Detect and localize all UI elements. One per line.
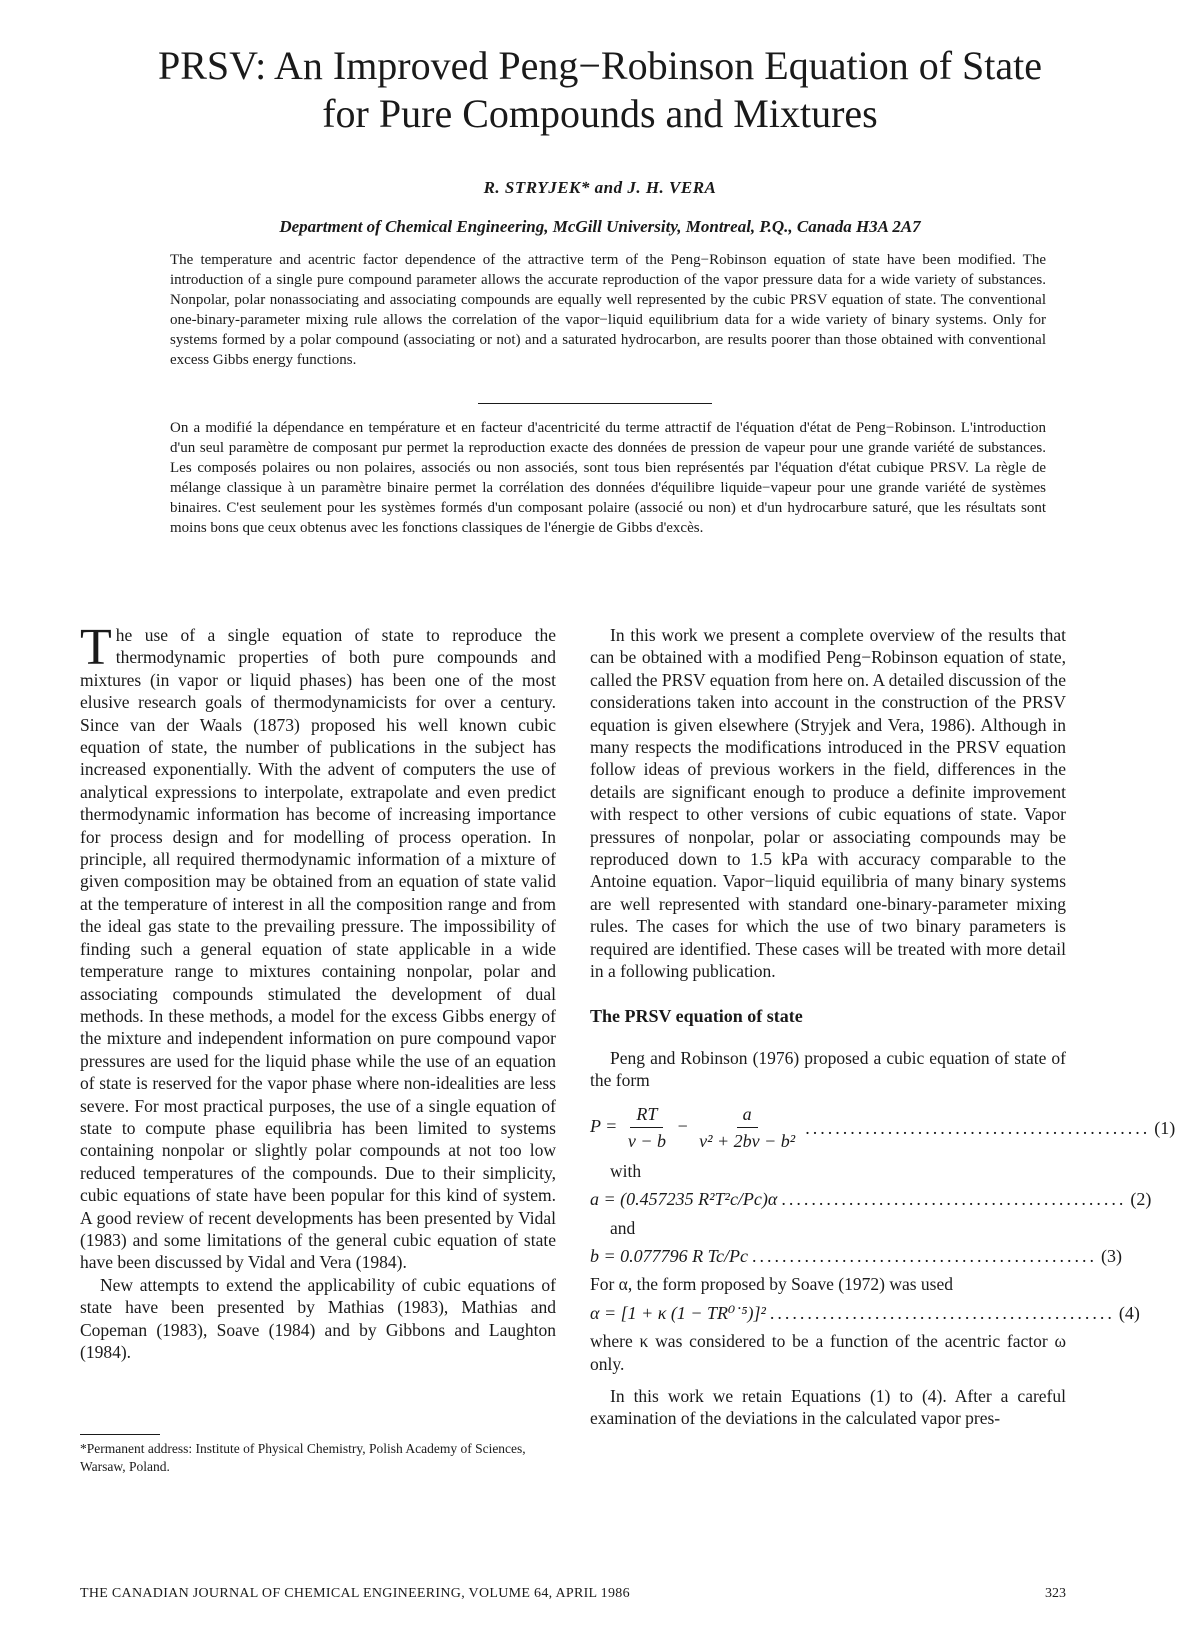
pr-intro-paragraph: Peng and Robinson (1976) proposed a cubic equation of state of the form [590,1047,1066,1091]
overview-paragraph: In this work we present a complete overview of the results that can be obtained with a modified Peng−Robinson equation of state, called the PRSV equation from here on. A detailed discussion of the considerations taken into account in the construction of the PRSV equation is given elsewhere (Stryjek and Vera, 1986). Although in many respects the modifications introduced in the PRSV equation follow ideas of previous workers in the field, differences in the details are significant enough to produce a definite improvement with respect to other versions of cubic equations of state. Vapor pressures of nonpolar, polar or associating compounds may be reproduced down to 1.5 kPa with accuracy comparable to the Antoine equation. Vapor−liquid equilibria of many binary systems are well represented with standard one-binary-parameter mixing rules. The cases for which the use of two binary parameters is required are identified. These cases will be treated with more detail in a following publication. [590,625,1066,982]
abstract-french: On a modifié la dépendance en température et en facteur d'acentricité du terme attractif de l'équation d'état de Peng−Robinson. L'introduction d'un seul paramètre de composant pur permet la reproduction exacte des données de pression de vapeur pour une grande variété de substances. Les composés polaires ou non polaires, associés ou non associés, sont tous bien représentés par l'équation d'état cubique PRSV. La règle de mélange classique à un paramètre binaire permet la corrélation des données d'équilibre liquide−vapeur pour une grande variété de systèmes binaires. C'est seulement pour les systèmes formés d'un composant polaire (associé ou non) et d'un hydrocarbure saturé, que les résultats sont moins bons que ceux obtenus avec les fonctions classiques de l'énergie de Gibbs d'excès. [170,420,1046,536]
equation-1-number: (1) [1154,1117,1176,1138]
equation-3-leader-dots: .............................................. [751,1245,1097,1266]
affiliation: Department of Chemical Engineering, McGill University, Montreal, P.Q., Canada H3A 2A7 [279,217,921,236]
left-column [80,619,556,1363]
equation-1-fraction-2 [699,1103,795,1153]
section-heading: The PRSV equation of state [590,1005,803,1026]
equation-3-body: b = 0.077796 R Tc/Pc [590,1245,748,1266]
equation-1-fraction-1 [628,1103,666,1153]
intro-paragraph-1 [80,619,556,1274]
soave-paragraph: For α, the form proposed by Soave (1972) was used [590,1274,953,1295]
equation-2 [590,1188,1152,1210]
equation-2-leader-dots: .............................................. [781,1189,1127,1210]
equation-4-body: α = [1 + κ (1 − TR⁰˙⁵)]² [590,1302,766,1323]
title-line-2: for Pure Compounds and Mixtures [322,91,878,136]
equation-3-number: (3) [1100,1245,1122,1266]
equation-1-body [590,1103,801,1153]
kappa-paragraph: where κ was considered to be a function of the acentric factor ω only. [590,1331,1066,1374]
footer-journal: THE CANADIAN JOURNAL OF CHEMICAL ENGINEERING, VOLUME 64, APRIL 1986 [80,1586,630,1601]
and-label: and [610,1217,636,1238]
fraction-2-numerator: a [737,1103,758,1128]
fraction-2-denominator: v² + 2bv − b² [699,1131,796,1152]
footnote: *Permanent address: Institute of Physical Chemistry, Polish Academy of Sciences, Warsaw, Poland. [80,1441,526,1474]
equation-4-number: (4) [1118,1302,1140,1323]
equation-1-leader-dots: .............................................. [805,1117,1151,1138]
equation-4-leader-dots: .............................................. [769,1302,1115,1323]
equation-2-body: a = (0.457235 R²T²c/Pc)α [590,1189,778,1210]
equation-4 [590,1302,1140,1324]
abstract-english: The temperature and acentric factor dependence of the attractive term of the Peng−Robinson equation of state have been modified. The introduction of a single pure compound parameter allows the accurate reproduction of the vapor pressure data for a wide variety of substances. Nonpolar, polar nonassociating and associating compounds are equally well represented by the cubic PRSV equation of state. The conventional one-binary-parameter mixing rule allows the correlation of the vapor−liquid equilibrium data for a wide variety of binary systems. Only for systems formed by a polar compound (associating or not) and a saturated hydrocarbon, are results poorer than those obtained with conventional excess Gibbs energy functions. [170,252,1046,368]
fraction-1-numerator: RT [630,1103,663,1128]
retain-paragraph: In this work we retain Equations (1) to (4). After a careful examination of the deviations in the calculated vapor pres- [590,1385,1066,1429]
equation-1-lhs: P = [590,1115,618,1136]
equation-1 [590,1102,1176,1154]
drop-cap: T [80,619,112,676]
intro-paragraph-1-text: he use of a single equation of state to reproduce the thermodynamic properties of both pure compounds and mixtures (in vapor or liquid phases) has been one of the most elusive research goals of thermodynamicists for over a century. Since van der Waals (1873) proposed his well known cubic equation of state, the number of publications in the subject has increased exponentially. With the advent of computers the use of analytical expressions to interpolate, extrapolate and even predict thermodynamic information has become of increasing importance for process design and for modelling of process operation. In principle, all required thermodynamic information of a mixture of given composition may be obtained from an equation of state valid at the temperature of interest in all the composition range and from the ideal gas state to the prevailing pressure. The impossibility of finding such a general equation of state applicable in a wide temperature range to mixtures containing nonpolar, polar and associating compounds stimulated the development of dual methods. In these methods, a model for the excess Gibbs energy of the mixture and independent information on pure compound vapor pressures are used for the liquid phase while the use of an equation of state is reserved for the vapor phase where non-idealities are less severe. For most practical purposes, the use of a single equation of state to compute phase equilibria has been limited to systems containing nonpolar or slightly polar compounds at not too low reduced temperatures of the compounds. Due to their simplicity, cubic equations of state have been popular for this kind of system. A good review of recent developments has been presented by Vidal (1983) and some limitations of the general cubic equation of state have been discussed by Vidal and Vera (1984). [80,625,556,1273]
equation-1-minus: − [676,1115,689,1136]
authors: R. STRYJEK* and J. H. VERA [483,178,717,197]
right-column [590,624,1176,1430]
paper-title [60,42,1140,138]
fraction-1-denominator: v − b [627,1131,666,1152]
intro-paragraph-2: New attempts to extend the applicability of cubic equations of state have been presented by Mathias (1983), Mathias and Copeman (1983), Soave (1984) and by Gibbons and Laughton (1984). [80,1274,556,1362]
page-number: 323 [1045,1586,1066,1601]
title-line-1: PRSV: An Improved Peng−Robinson Equation of State [157,43,1043,88]
equation-3 [590,1245,1122,1267]
with-label: with [610,1160,642,1181]
abstract-divider [478,403,712,404]
footnote-divider [80,1434,160,1435]
equation-2-number: (2) [1130,1189,1152,1210]
